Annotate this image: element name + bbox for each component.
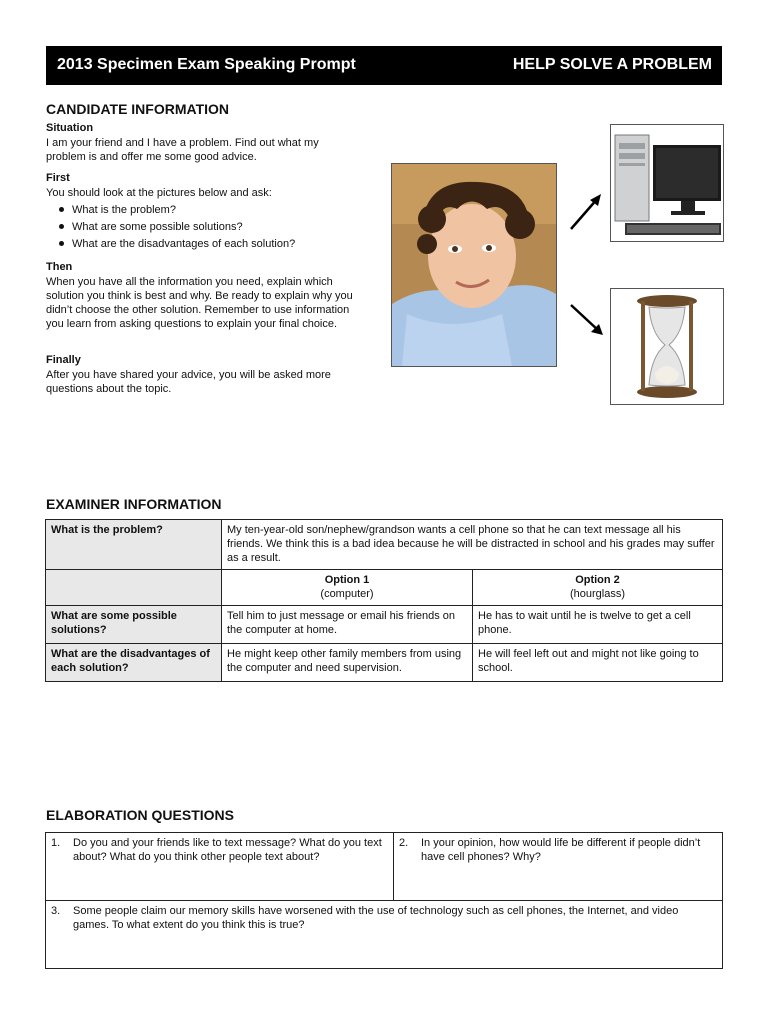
boy-illustration bbox=[392, 164, 556, 366]
finally-label: Finally bbox=[46, 354, 81, 366]
q1-text: Do you and your friends like to text message? What do you text about? What do you think other people text about? bbox=[73, 837, 382, 863]
question-list bbox=[46, 203, 376, 254]
elaboration-table bbox=[45, 832, 723, 969]
list-item: What are some possible solutions? bbox=[46, 220, 376, 237]
option1-title: Option 1 bbox=[324, 574, 370, 586]
situation-label: Situation bbox=[46, 122, 94, 134]
disadv1: He might keep other family members from using the computer and need supervision. bbox=[222, 644, 473, 682]
first-label: First bbox=[46, 172, 70, 184]
examiner-heading: EXAMINER INFORMATION bbox=[46, 496, 222, 512]
problem-label: What is the problem? bbox=[46, 520, 222, 570]
title-banner bbox=[46, 46, 722, 85]
computer-photo bbox=[610, 124, 724, 242]
option1-header bbox=[222, 570, 473, 606]
then-label: Then bbox=[46, 261, 73, 273]
option1-sub: (computer) bbox=[320, 588, 374, 600]
boy-photo bbox=[391, 163, 557, 367]
disadv2: He will feel left out and might not like going to school. bbox=[473, 644, 723, 682]
arrow-up-right-icon bbox=[568, 192, 604, 232]
option2-header bbox=[473, 570, 723, 606]
option2-title: Option 2 bbox=[575, 574, 620, 586]
option2-sub: (hourglass) bbox=[569, 588, 626, 600]
hourglass-illustration bbox=[611, 289, 723, 404]
disadv-label: What are the disadvantages of each solution? bbox=[46, 644, 222, 682]
then-text: When you have all the information you need, explain which solution you think is best and why. Be ready to explain why you didn’t choose the other solution. Remember to use information you learn from asking questions to explain your final choice. bbox=[46, 276, 353, 330]
problem-text: My ten-year-old son/nephew/grandson wants a cell phone so that he can text message all his friends. We think this is a bad idea because he will be distracted in school and his grades may suffer as a result. bbox=[222, 520, 723, 570]
finally-text: After you have shared your advice, you will be asked more questions about the topic. bbox=[46, 369, 331, 395]
list-item: What is the problem? bbox=[46, 203, 376, 220]
examiner-table bbox=[45, 519, 723, 682]
list-item: What are the disadvantages of each solution? bbox=[46, 237, 376, 254]
q2-number: 2. bbox=[399, 837, 409, 849]
q3-text: Some people claim our memory skills have worsened with the use of technology such as cell phones, the Internet, and video games. To what extent do you think this is true? bbox=[73, 905, 679, 931]
exam-title: 2013 Specimen Exam Speaking Prompt bbox=[57, 56, 356, 73]
solution1: Tell him to just message or email his friends on the computer at home. bbox=[222, 606, 473, 644]
empty-cell bbox=[46, 570, 222, 606]
question-2 bbox=[394, 833, 723, 901]
question-1 bbox=[46, 833, 394, 901]
task-title: HELP SOLVE A PROBLEM bbox=[512, 56, 712, 73]
arrow-down-right-icon bbox=[568, 302, 606, 338]
situation-text: I am your friend and I have a problem. Find out what my problem is and offer me some good advice. bbox=[46, 137, 319, 163]
candidate-heading: CANDIDATE INFORMATION bbox=[46, 101, 230, 117]
hourglass-photo bbox=[610, 288, 724, 405]
q3-number: 3. bbox=[51, 905, 61, 917]
first-text: You should look at the pictures below and ask: bbox=[46, 187, 272, 199]
solutions-label: What are some possible solutions? bbox=[46, 606, 222, 644]
q1-number: 1. bbox=[51, 837, 61, 849]
computer-illustration bbox=[611, 125, 723, 241]
solution2: He has to wait until he is twelve to get a cell phone. bbox=[473, 606, 723, 644]
question-3 bbox=[46, 901, 723, 969]
elaboration-heading: ELABORATION QUESTIONS bbox=[46, 807, 234, 823]
q2-text: In your opinion, how would life be different if people didn’t have cell phones? Why? bbox=[421, 837, 701, 863]
